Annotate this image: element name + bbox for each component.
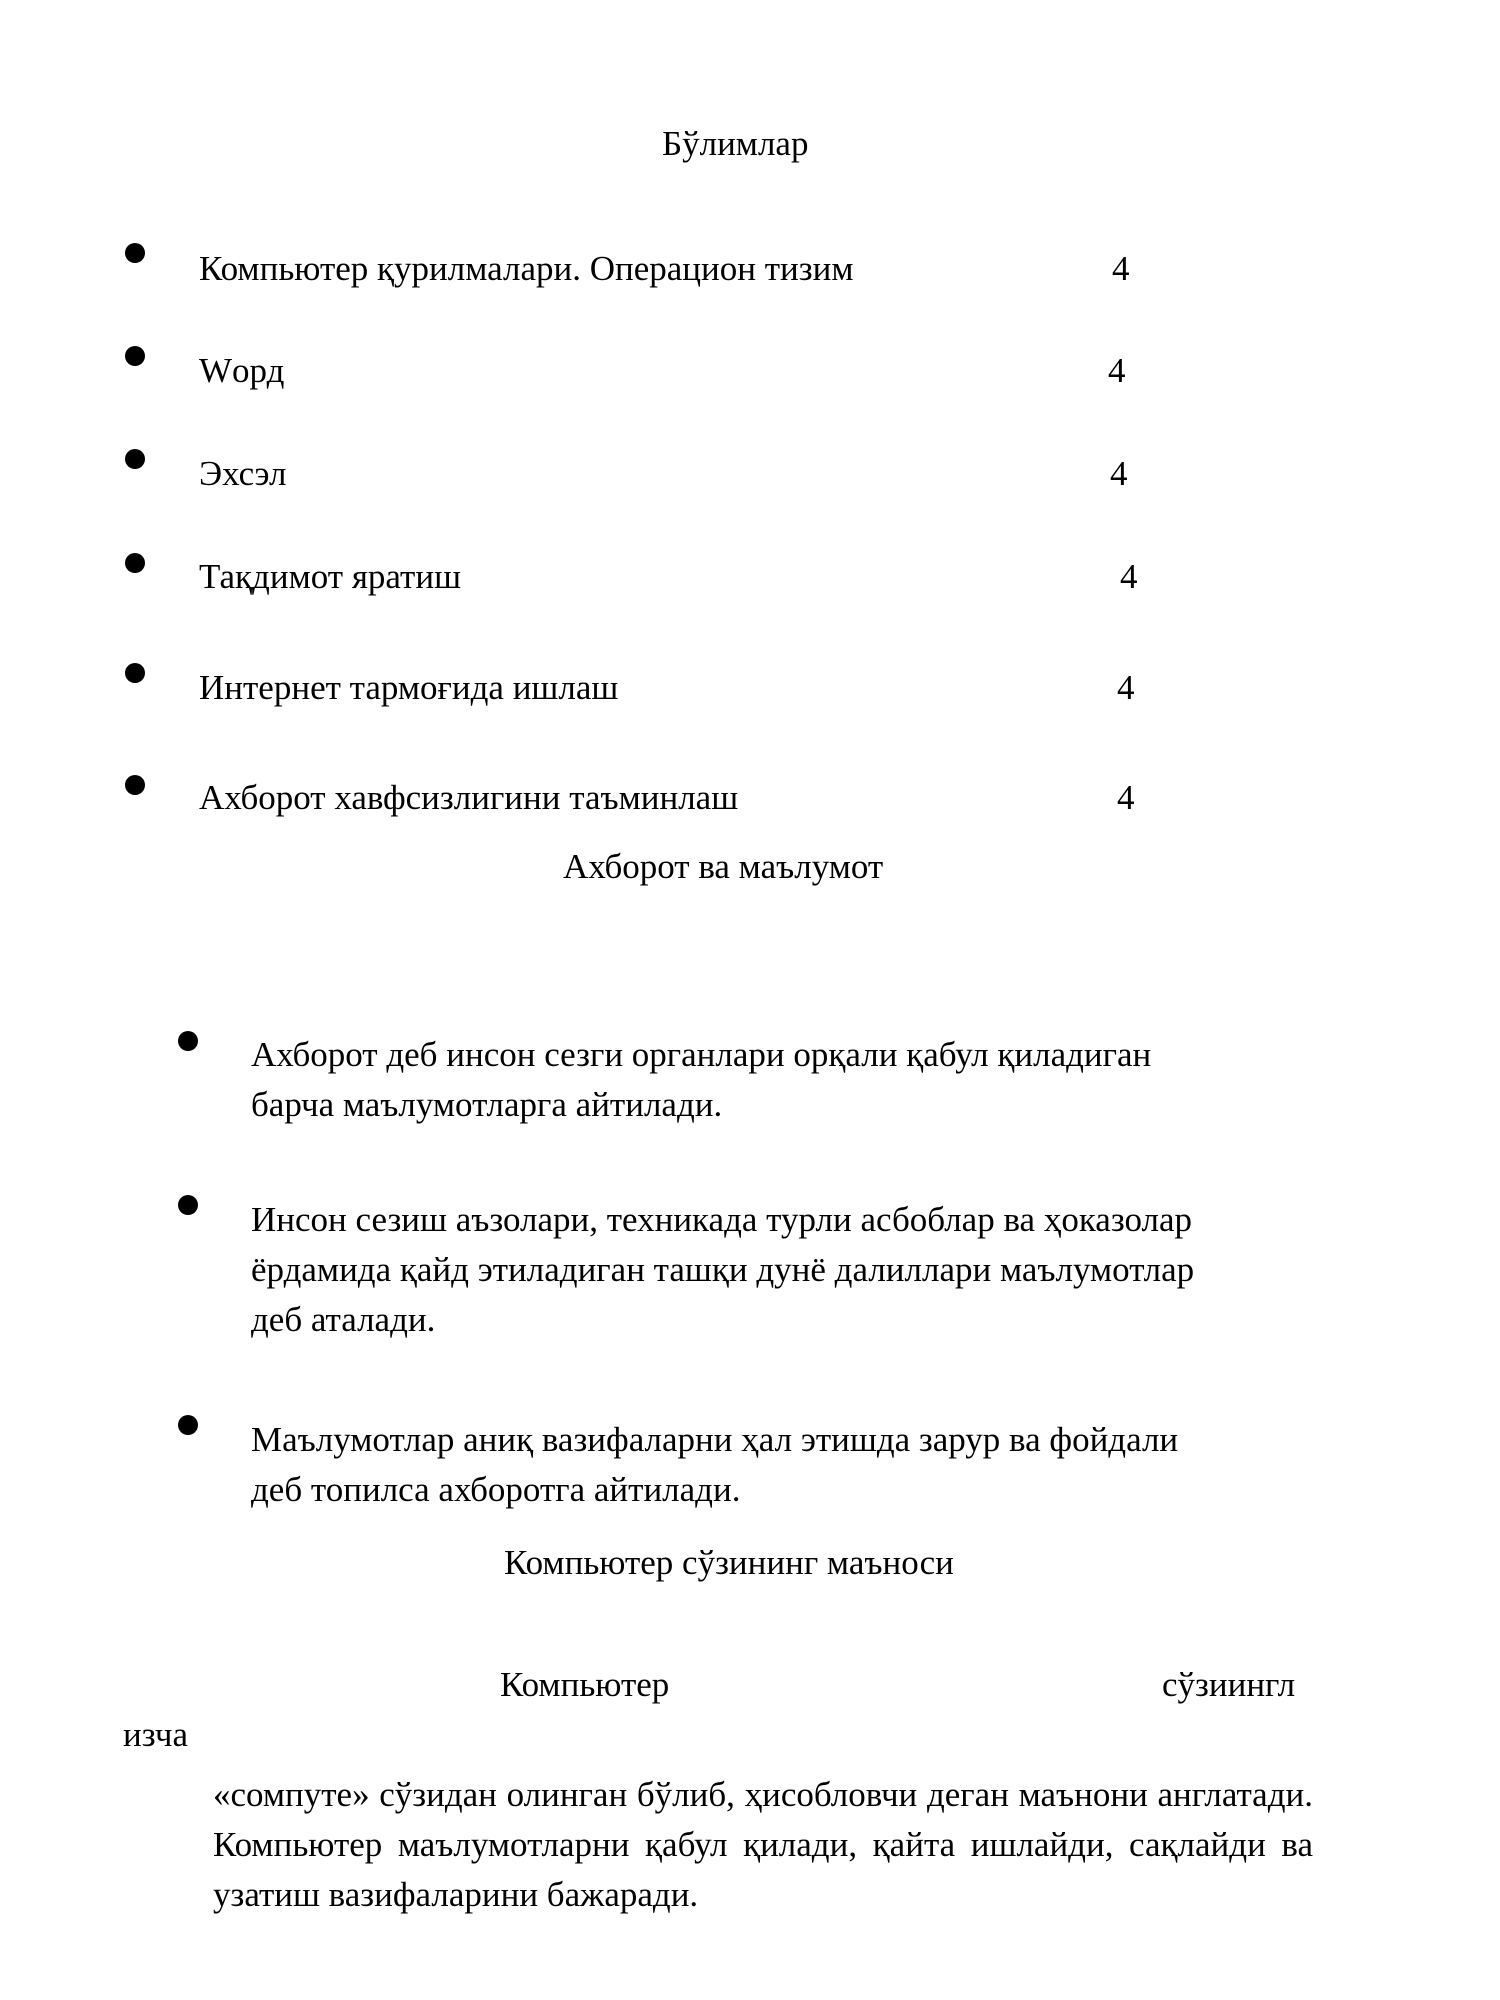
text-line: барча маълумотларга айтилади.	[251, 1085, 723, 1124]
info-bullet-text	[251, 1415, 1351, 1515]
word-izcha: изча	[123, 1715, 188, 1754]
toc-page-number: 4	[1108, 351, 1126, 390]
info-bullet-text	[251, 1195, 1351, 1345]
computer-heading: Компьютер сўзининг маъноси	[504, 1543, 954, 1582]
bullet-icon	[178, 1031, 198, 1051]
bullet-icon	[125, 663, 145, 683]
info-bullet-text	[251, 1030, 1351, 1130]
toc-page-number: 4	[1117, 668, 1135, 707]
toc-label: Интернет тармоғида ишлаш	[199, 668, 619, 707]
toc-page-number: 4	[1110, 454, 1128, 493]
text-line: деб топилса ахборотга айтилади.	[251, 1470, 741, 1509]
sections-heading: Бўлимлар	[662, 124, 809, 163]
toc-label: Тақдимот яратиш	[199, 557, 462, 596]
text-line: деб аталади.	[251, 1300, 436, 1339]
bullet-icon	[125, 775, 145, 795]
toc-label: Wорд	[199, 351, 285, 390]
toc-label: Компьютер қурилмалари. Операцион тизим	[199, 249, 854, 288]
toc-page-number: 4	[1112, 249, 1130, 288]
toc-label: Эхсэл	[199, 454, 287, 493]
text-line: Маълумотлар аниқ вазифаларни ҳал этишда зарур ва фойдали	[251, 1420, 1179, 1459]
toc-label: Ахборот хавфсизлигини таъминлаш	[199, 778, 739, 817]
paragraph-text: «сомпуте» сўзидан олинган бўлиб, ҳисобловчи деган маънони англатади. Компьютер маълумотларни қабул қилади, қайта ишлайди, сақлайди ва узатиш вазифаларини бажаради.	[213, 1775, 1313, 1914]
text-line: Инсон сезиш аъзолари, техникада турли асбоблар ва ҳоказолар	[251, 1200, 1192, 1239]
bullet-icon	[125, 449, 145, 469]
computer-meaning-paragraph	[213, 1770, 1313, 1920]
bullet-icon	[178, 1195, 198, 1215]
bullet-icon	[125, 553, 145, 573]
bullet-icon	[178, 1415, 198, 1435]
text-line: ёрдамида қайд этиладиган ташқи дунё далиллари маълумотлар	[251, 1250, 1195, 1289]
word-suzi: сўзиингл	[1162, 1665, 1296, 1704]
toc-page-number: 4	[1120, 557, 1138, 596]
info-heading: Ахборот ва маълумот	[563, 847, 884, 886]
word-computer: Компьютер	[500, 1665, 670, 1704]
toc-page-number: 4	[1117, 778, 1135, 817]
bullet-icon	[125, 243, 145, 263]
bullet-icon	[125, 346, 145, 366]
text-line: Ахборот деб инсон сезги органлари орқали қабул қиладиган	[251, 1035, 1152, 1074]
